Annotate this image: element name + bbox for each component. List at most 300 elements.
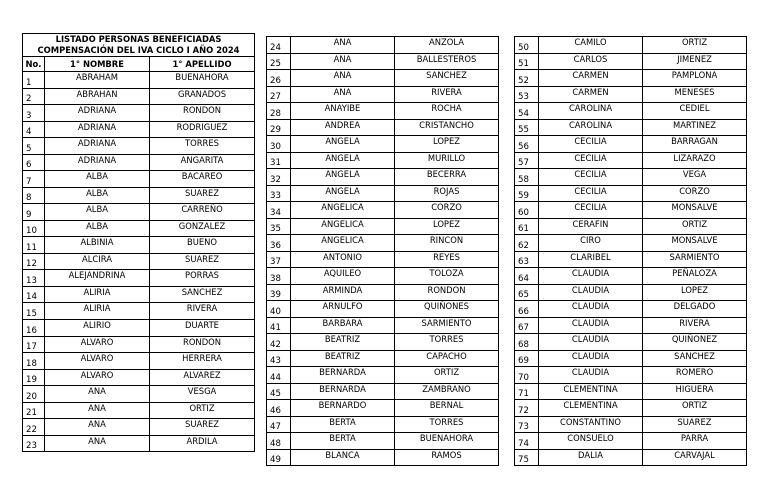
row-number: 72 — [515, 400, 539, 417]
first-name-cell: BERNARDA — [291, 383, 395, 400]
first-name-cell: BERTA — [291, 416, 395, 433]
first-name-cell: CARMEN — [539, 86, 643, 103]
row-number: 62 — [515, 235, 539, 252]
first-surname-cell: BUENAHORA — [150, 72, 255, 89]
row-number: 63 — [515, 251, 539, 268]
first-surname-cell: CAPACHO — [395, 350, 499, 367]
row-number: 2 — [23, 88, 45, 105]
title-line-1: LISTADO PERSONAS BENEFICIADAS — [55, 34, 222, 44]
first-surname-cell: LOPEZ — [643, 284, 747, 301]
row-number: 59 — [515, 185, 539, 202]
first-name-cell: CLAUDIA — [539, 268, 643, 285]
first-name-cell: ALVARO — [45, 336, 150, 353]
row-number: 12 — [23, 253, 45, 270]
table-row — [267, 416, 499, 433]
table-row — [23, 105, 255, 122]
row-number: 36 — [267, 235, 291, 252]
first-surname-cell: CEDIEL — [643, 103, 747, 120]
first-surname-cell: CORZO — [643, 185, 747, 202]
first-surname-cell: HIGUERA — [643, 383, 747, 400]
table-row — [267, 317, 499, 334]
row-number: 38 — [267, 268, 291, 285]
table-row — [515, 86, 747, 103]
table-row — [515, 449, 747, 466]
first-name-cell: CONSTANTINO — [539, 416, 643, 433]
first-name-cell: ANTONIO — [291, 251, 395, 268]
row-number: 32 — [267, 169, 291, 186]
table-row — [515, 53, 747, 70]
table-row — [515, 317, 747, 334]
row-number: 23 — [23, 435, 45, 452]
first-surname-cell: LOPEZ — [395, 218, 499, 235]
first-name-cell: CAMILO — [539, 37, 643, 54]
first-surname-cell: ALVAREZ — [150, 369, 255, 386]
first-name-cell: ADRIANA — [45, 121, 150, 138]
first-surname-cell: CARVAJAL — [643, 449, 747, 466]
first-name-cell: ARMINDA — [291, 284, 395, 301]
first-name-cell: CAROLINA — [539, 119, 643, 136]
table-row — [23, 419, 255, 436]
table-row — [23, 319, 255, 336]
first-surname-cell: DELGADO — [643, 301, 747, 318]
row-number: 44 — [267, 367, 291, 384]
table-row — [515, 152, 747, 169]
table-row — [515, 301, 747, 318]
first-surname-cell: QUIÑONES — [395, 301, 499, 318]
first-name-cell: ALIRIO — [45, 319, 150, 336]
first-name-cell: ANA — [291, 37, 395, 54]
first-name-cell: CLAUDIA — [539, 284, 643, 301]
table-row — [515, 169, 747, 186]
table-row — [23, 154, 255, 171]
first-name-cell: ALBA — [45, 171, 150, 188]
first-surname-cell: ORTIZ — [395, 367, 499, 384]
first-surname-cell: TORRES — [395, 416, 499, 433]
first-surname-cell: RIVERA — [643, 317, 747, 334]
row-number: 30 — [267, 136, 291, 153]
table-row — [515, 251, 747, 268]
first-name-cell: BLANCA — [291, 449, 395, 466]
first-surname-cell: PORRAS — [150, 270, 255, 287]
beneficiaries-table-2 — [266, 36, 499, 466]
row-number: 27 — [267, 86, 291, 103]
first-surname-cell: SANCHEZ — [150, 286, 255, 303]
table-row — [23, 171, 255, 188]
table-row — [267, 53, 499, 70]
first-name-cell: BARBARA — [291, 317, 395, 334]
table-row — [515, 70, 747, 87]
first-surname-cell: MONSALVE — [643, 202, 747, 219]
table-row — [23, 386, 255, 403]
row-number: 15 — [23, 303, 45, 320]
first-name-cell: CLAUDIA — [539, 317, 643, 334]
first-surname-cell: GRANADOS — [150, 88, 255, 105]
first-name-cell: ANA — [45, 419, 150, 436]
first-name-cell: ADRIANA — [45, 154, 150, 171]
table-row — [267, 103, 499, 120]
first-surname-cell: SUAREZ — [150, 187, 255, 204]
first-name-cell: ADRIANA — [45, 138, 150, 155]
table-row — [267, 119, 499, 136]
first-surname-cell: TORRES — [150, 138, 255, 155]
first-surname-cell: CORZO — [395, 202, 499, 219]
list-title — [23, 34, 255, 57]
beneficiaries-table-3 — [514, 36, 747, 466]
table-row — [23, 220, 255, 237]
row-number: 11 — [23, 237, 45, 254]
column-header-number: No. — [23, 57, 45, 72]
table-row — [23, 121, 255, 138]
first-name-cell: ANGELA — [291, 152, 395, 169]
first-name-cell: CARMEN — [539, 70, 643, 87]
first-name-cell: DALIA — [539, 449, 643, 466]
row-number: 3 — [23, 105, 45, 122]
row-number: 9 — [23, 204, 45, 221]
table-row — [515, 119, 747, 136]
row-number: 5 — [23, 138, 45, 155]
row-number: 21 — [23, 402, 45, 419]
row-number: 26 — [267, 70, 291, 87]
column-header-first-surname: 1° APELLIDO — [150, 57, 255, 72]
table-row — [23, 353, 255, 370]
row-number: 42 — [267, 334, 291, 351]
first-surname-cell: HERRERA — [150, 353, 255, 370]
first-surname-cell: MENESES — [643, 86, 747, 103]
first-name-cell: ALVARO — [45, 369, 150, 386]
row-number: 70 — [515, 367, 539, 384]
table-row — [515, 235, 747, 252]
first-name-cell: ANGELICA — [291, 235, 395, 252]
table-row — [23, 435, 255, 452]
row-number: 67 — [515, 317, 539, 334]
first-name-cell: ALIRIA — [45, 303, 150, 320]
first-name-cell: ANA — [45, 435, 150, 452]
first-name-cell: ARNULFO — [291, 301, 395, 318]
first-name-cell: CLAUDIA — [539, 301, 643, 318]
row-number: 71 — [515, 383, 539, 400]
first-name-cell: ALCIRA — [45, 253, 150, 270]
row-number: 49 — [267, 449, 291, 466]
table-row — [23, 138, 255, 155]
table-row — [267, 350, 499, 367]
row-number: 31 — [267, 152, 291, 169]
first-surname-cell: BERNAL — [395, 400, 499, 417]
first-surname-cell: BACAREO — [150, 171, 255, 188]
table-row — [267, 37, 499, 54]
first-surname-cell: ORTIZ — [643, 37, 747, 54]
first-surname-cell: TOLOZA — [395, 268, 499, 285]
first-name-cell: ANA — [45, 386, 150, 403]
table-row — [23, 286, 255, 303]
first-name-cell: CLEMENTINA — [539, 400, 643, 417]
row-number: 66 — [515, 301, 539, 318]
table-row — [267, 383, 499, 400]
first-name-cell: ANGELICA — [291, 218, 395, 235]
row-number: 58 — [515, 169, 539, 186]
row-number: 43 — [267, 350, 291, 367]
table-row — [23, 253, 255, 270]
row-number: 61 — [515, 218, 539, 235]
row-number: 65 — [515, 284, 539, 301]
first-surname-cell: ANZOLA — [395, 37, 499, 54]
table-row — [515, 400, 747, 417]
row-number: 64 — [515, 268, 539, 285]
table-row — [267, 136, 499, 153]
table-row — [23, 204, 255, 221]
first-name-cell: CIRO — [539, 235, 643, 252]
table-row — [515, 268, 747, 285]
row-number: 73 — [515, 416, 539, 433]
table-row — [267, 400, 499, 417]
first-name-cell: ALVARO — [45, 353, 150, 370]
table-row — [23, 270, 255, 287]
table-row — [515, 383, 747, 400]
row-number: 13 — [23, 270, 45, 287]
row-number: 8 — [23, 187, 45, 204]
first-surname-cell: LIZARAZO — [643, 152, 747, 169]
first-surname-cell: PAMPLONA — [643, 70, 747, 87]
table-row — [515, 367, 747, 384]
first-surname-cell: RIVERA — [150, 303, 255, 320]
row-number: 33 — [267, 185, 291, 202]
table-row — [23, 303, 255, 320]
table-row — [267, 251, 499, 268]
table-row — [23, 72, 255, 89]
first-surname-cell: ROJAS — [395, 185, 499, 202]
first-surname-cell: RONDON — [150, 336, 255, 353]
row-number: 57 — [515, 152, 539, 169]
row-number: 39 — [267, 284, 291, 301]
first-surname-cell: REYES — [395, 251, 499, 268]
first-name-cell: ABRAHAM — [45, 72, 150, 89]
first-name-cell: ANA — [291, 70, 395, 87]
first-surname-cell: CRISTANCHO — [395, 119, 499, 136]
table-row — [267, 284, 499, 301]
table-row — [515, 103, 747, 120]
row-number: 56 — [515, 136, 539, 153]
first-surname-cell: TORRES — [395, 334, 499, 351]
first-surname-cell: SANCHEZ — [395, 70, 499, 87]
first-name-cell: ALBA — [45, 220, 150, 237]
table-row — [267, 301, 499, 318]
first-name-cell: ALIRIA — [45, 286, 150, 303]
row-number: 28 — [267, 103, 291, 120]
row-number: 34 — [267, 202, 291, 219]
row-number: 17 — [23, 336, 45, 353]
first-surname-cell: PEÑALOZA — [643, 268, 747, 285]
first-surname-cell: ARDILA — [150, 435, 255, 452]
first-surname-cell: BALLESTEROS — [395, 53, 499, 70]
row-number: 46 — [267, 400, 291, 417]
first-surname-cell: MARTINEZ — [643, 119, 747, 136]
first-surname-cell: RONDON — [150, 105, 255, 122]
table-row — [267, 152, 499, 169]
row-number: 40 — [267, 301, 291, 318]
first-surname-cell: SARMIENTO — [395, 317, 499, 334]
table-row — [515, 284, 747, 301]
first-name-cell: AQUILEO — [291, 268, 395, 285]
row-number: 50 — [515, 37, 539, 54]
first-surname-cell: SUAREZ — [643, 416, 747, 433]
table-row — [23, 369, 255, 386]
row-number: 19 — [23, 369, 45, 386]
table-row — [267, 235, 499, 252]
first-surname-cell: QUIÑONEZ — [643, 334, 747, 351]
row-number: 41 — [267, 317, 291, 334]
first-surname-cell: VEGA — [643, 169, 747, 186]
row-number: 54 — [515, 103, 539, 120]
row-number: 1 — [23, 72, 45, 89]
first-surname-cell: LOPEZ — [395, 136, 499, 153]
row-number: 35 — [267, 218, 291, 235]
first-surname-cell: MONSALVE — [643, 235, 747, 252]
first-name-cell: ALBA — [45, 187, 150, 204]
table-row — [267, 449, 499, 466]
first-surname-cell: BECERRA — [395, 169, 499, 186]
first-name-cell: ANA — [291, 86, 395, 103]
table-row — [267, 185, 499, 202]
first-name-cell: ABRAHAN — [45, 88, 150, 105]
first-name-cell: ANGELICA — [291, 202, 395, 219]
first-surname-cell: SANCHEZ — [643, 350, 747, 367]
first-surname-cell: MURILLO — [395, 152, 499, 169]
first-surname-cell: RINCON — [395, 235, 499, 252]
table-row — [267, 169, 499, 186]
table-row — [267, 334, 499, 351]
table-row — [515, 350, 747, 367]
first-name-cell: BEATRIZ — [291, 350, 395, 367]
first-name-cell: BERNARDA — [291, 367, 395, 384]
first-surname-cell: VESGA — [150, 386, 255, 403]
row-number: 51 — [515, 53, 539, 70]
first-surname-cell: DUARTE — [150, 319, 255, 336]
first-surname-cell: RODRIGUEZ — [150, 121, 255, 138]
first-name-cell: CLAUDIA — [539, 334, 643, 351]
first-name-cell: CAROLINA — [539, 103, 643, 120]
row-number: 29 — [267, 119, 291, 136]
first-surname-cell: SUAREZ — [150, 419, 255, 436]
first-name-cell: ANGELA — [291, 136, 395, 153]
first-name-cell: ANAYIBE — [291, 103, 395, 120]
first-name-cell: ADRIANA — [45, 105, 150, 122]
first-surname-cell: SARMIENTO — [643, 251, 747, 268]
first-name-cell: ALBA — [45, 204, 150, 221]
table-row — [267, 218, 499, 235]
first-name-cell: CECILIA — [539, 169, 643, 186]
row-number: 45 — [267, 383, 291, 400]
row-number: 37 — [267, 251, 291, 268]
beneficiaries-table-1 — [22, 33, 255, 452]
row-number: 47 — [267, 416, 291, 433]
row-number: 16 — [23, 319, 45, 336]
table-row — [267, 433, 499, 450]
row-number: 25 — [267, 53, 291, 70]
row-number: 68 — [515, 334, 539, 351]
first-name-cell: ANDREA — [291, 119, 395, 136]
row-number: 20 — [23, 386, 45, 403]
row-number: 24 — [267, 37, 291, 54]
first-surname-cell: CARREÑO — [150, 204, 255, 221]
first-name-cell: CERAFIN — [539, 218, 643, 235]
row-number: 53 — [515, 86, 539, 103]
title-line-2: COMPENSACIÓN DEL IVA CICLO I AÑO 2024 — [37, 45, 240, 55]
table-row — [23, 187, 255, 204]
first-surname-cell: RIVERA — [395, 86, 499, 103]
row-number: 22 — [23, 419, 45, 436]
first-name-cell: CONSUELO — [539, 433, 643, 450]
table-row — [267, 86, 499, 103]
first-surname-cell: BUENO — [150, 237, 255, 254]
first-name-cell: CLARIBEL — [539, 251, 643, 268]
row-number: 7 — [23, 171, 45, 188]
table-row — [267, 268, 499, 285]
table-row — [515, 37, 747, 54]
first-name-cell: CLEMENTINA — [539, 383, 643, 400]
first-surname-cell: BARRAGAN — [643, 136, 747, 153]
first-surname-cell: RONDON — [395, 284, 499, 301]
first-name-cell: CECILIA — [539, 202, 643, 219]
first-name-cell: ANGELA — [291, 169, 395, 186]
first-name-cell: BEATRIZ — [291, 334, 395, 351]
table-row — [515, 416, 747, 433]
first-surname-cell: SUAREZ — [150, 253, 255, 270]
first-name-cell: ALEJANDRINA — [45, 270, 150, 287]
table-row — [515, 334, 747, 351]
table-row — [515, 218, 747, 235]
table-row — [515, 202, 747, 219]
first-surname-cell: ORTIZ — [643, 218, 747, 235]
first-surname-cell: BUENAHORA — [395, 433, 499, 450]
row-number: 18 — [23, 353, 45, 370]
table-row — [515, 433, 747, 450]
first-surname-cell: JIMENEZ — [643, 53, 747, 70]
first-surname-cell: ANGARITA — [150, 154, 255, 171]
table-row — [515, 185, 747, 202]
row-number: 4 — [23, 121, 45, 138]
first-surname-cell: ROMERO — [643, 367, 747, 384]
first-name-cell: CECILIA — [539, 136, 643, 153]
first-name-cell: BERNARDO — [291, 400, 395, 417]
first-name-cell: CLAUDIA — [539, 367, 643, 384]
first-name-cell: ANGELA — [291, 185, 395, 202]
first-name-cell: ANA — [291, 53, 395, 70]
table-row — [267, 367, 499, 384]
first-surname-cell: PARRA — [643, 433, 747, 450]
table-row — [23, 88, 255, 105]
table-row — [23, 336, 255, 353]
first-surname-cell: GONZALEZ — [150, 220, 255, 237]
first-surname-cell: ZAMBRANO — [395, 383, 499, 400]
first-name-cell: CARLOS — [539, 53, 643, 70]
row-number: 55 — [515, 119, 539, 136]
row-number: 10 — [23, 220, 45, 237]
table-row — [267, 202, 499, 219]
first-surname-cell: ORTIZ — [643, 400, 747, 417]
first-name-cell: BERTA — [291, 433, 395, 450]
row-number: 6 — [23, 154, 45, 171]
row-number: 48 — [267, 433, 291, 450]
column-header-first-name: 1° NOMBRE — [45, 57, 150, 72]
first-surname-cell: ROCHA — [395, 103, 499, 120]
row-number: 75 — [515, 449, 539, 466]
first-name-cell: ALBINIA — [45, 237, 150, 254]
row-number: 69 — [515, 350, 539, 367]
table-row — [515, 136, 747, 153]
row-number: 60 — [515, 202, 539, 219]
table-row — [267, 70, 499, 87]
first-name-cell: CECILIA — [539, 152, 643, 169]
table-row — [23, 237, 255, 254]
